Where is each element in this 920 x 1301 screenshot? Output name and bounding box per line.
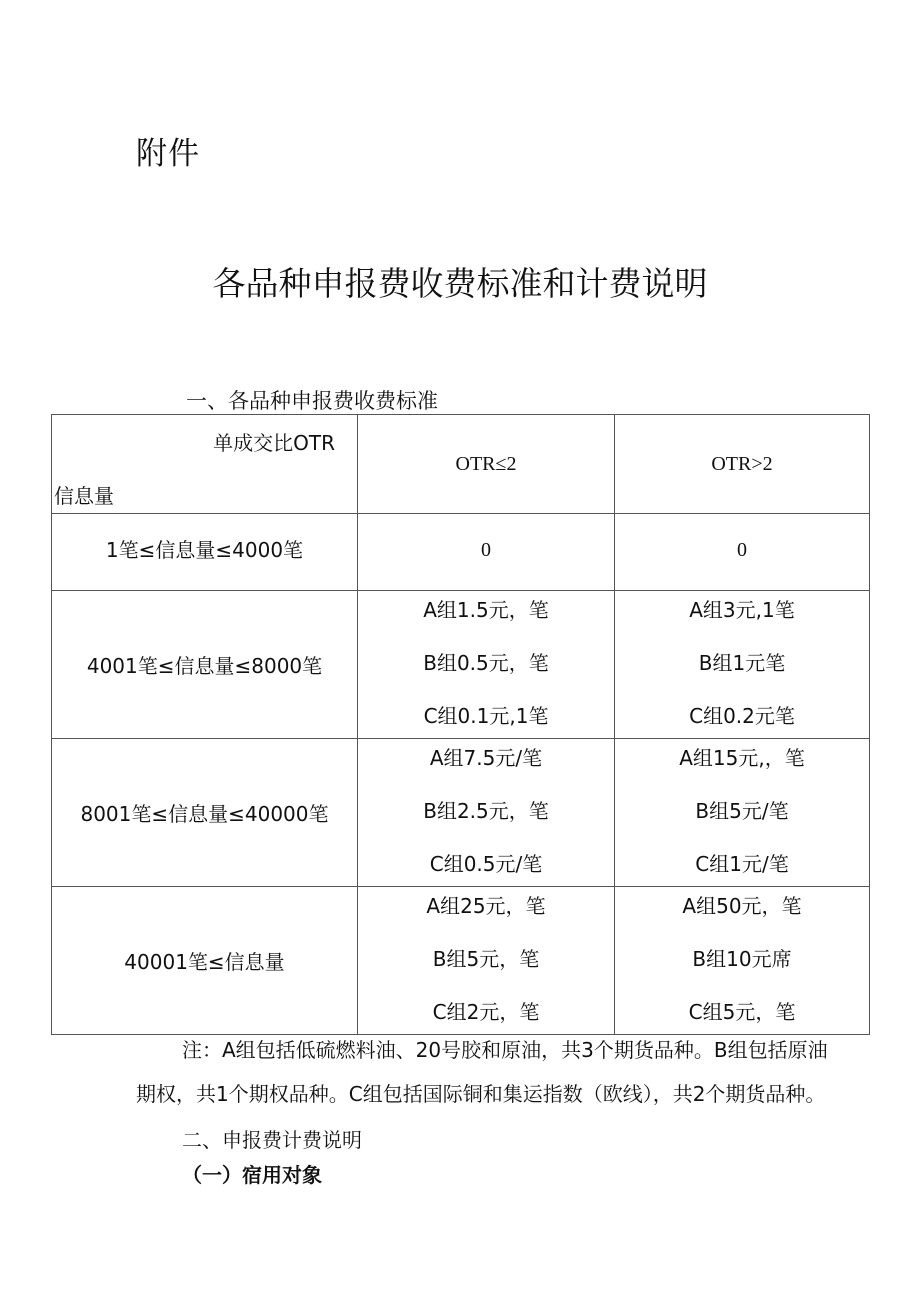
document-title: 各品种申报费收费标准和计费说明 (212, 264, 708, 303)
fee-c: C组0.2元笔 (689, 704, 795, 728)
fee-c: C组5元，笔 (688, 1000, 796, 1024)
fee-b: B组1元笔 (698, 651, 786, 675)
fee-a: A组25元，笔 (426, 894, 546, 918)
table-corner-cell (52, 415, 358, 514)
header-otr-label: 单成交比OTR (213, 431, 335, 455)
fee-a: A组15元,，笔 (679, 746, 805, 770)
cell-value: 0 (615, 514, 870, 591)
fee-a: A组50元，笔 (682, 894, 802, 918)
table-row (52, 887, 870, 1035)
fee-table (51, 414, 870, 1035)
fee-b: B组5元/笔 (695, 799, 789, 823)
fee-b: B组0.5元，笔 (423, 651, 549, 675)
attachment-label: 附件 (136, 136, 200, 172)
fee-a: A组7.5元/笔 (429, 746, 543, 770)
fee-c: C组2元，笔 (432, 1000, 540, 1024)
fee-b: B组2.5元，笔 (423, 799, 549, 823)
cell-group-values (615, 887, 870, 1035)
fee-a: A组3元,1笔 (689, 598, 795, 622)
fee-b: B组10元席 (692, 947, 792, 971)
cell-group-values (358, 591, 615, 739)
fee-a: A组1.5元，笔 (423, 598, 549, 622)
header-col-otr-le-2: OTR≤2 (358, 415, 615, 514)
subsection-heading: （一）宿用对象 (182, 1163, 322, 1187)
section-2-heading: 二、申报费计费说明 (182, 1128, 362, 1152)
cell-group-values (615, 739, 870, 887)
fee-b: B组5元，笔 (432, 947, 540, 971)
row-label: 8001笔≤信息量≤40000笔 (52, 739, 358, 887)
table-row (52, 591, 870, 739)
header-info-label: 信息量 (54, 484, 114, 508)
cell-group-values (358, 887, 615, 1035)
note-line-1: 注：A组包括低硫燃料油、20号胶和原油，共3个期货品种。B组包括原油 (182, 1038, 828, 1062)
table-note (136, 1028, 896, 1116)
fee-c: C组0.5元/笔 (429, 852, 543, 876)
row-label: 4001笔≤信息量≤8000笔 (52, 591, 358, 739)
cell-group-values (358, 739, 615, 887)
table-header-row (52, 415, 870, 514)
fee-c: C组0.1元,1笔 (423, 704, 549, 728)
cell-group-values (615, 591, 870, 739)
row-label: 1笔≤信息量≤4000笔 (52, 514, 358, 591)
fee-c: C组1元/笔 (695, 852, 789, 876)
header-col-otr-gt-2: OTR>2 (615, 415, 870, 514)
row-label: 40001笔≤信息量 (52, 887, 358, 1035)
table-row (52, 739, 870, 887)
table-row (52, 514, 870, 591)
cell-value: 0 (358, 514, 615, 591)
note-line-2: 期权，共1个期权品种。C组包括国际铜和集运指数（欧线），共2个期货品种。 (136, 1082, 826, 1106)
section-1-heading: 一、各品种申报费收费标准 (186, 389, 438, 413)
